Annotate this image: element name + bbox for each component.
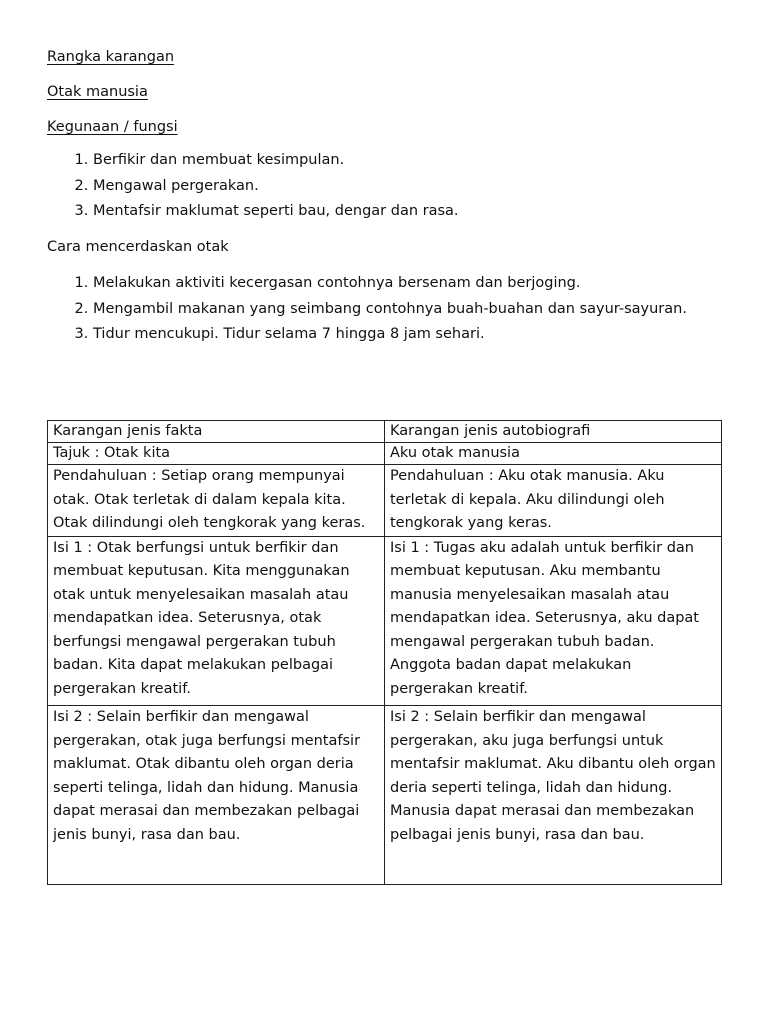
table-cell: Isi 2 : Selain berfikir dan mengawal pergerakan, otak juga berfungsi mentafsir maklumat. Otak dibantu oleh organ deria seperti telinga, lidah dan hidung. Manusia dapat merasai dan membezakan pelbagai jenis bunyi, rasa dan bau. [48,706,385,885]
comparison-table [47,420,722,885]
list-item: 3. Mentafsir maklumat seperti bau, dengar dan rasa. [93,199,743,225]
list-item: 1. Melakukan aktiviti kecergasan contohnya bersenam dan berjoging. [93,271,693,297]
table-row [48,421,722,443]
table-row [48,706,722,885]
table-cell: Karangan jenis fakta [48,421,385,443]
table-cell: Isi 1 : Otak berfungsi untuk berfikir dan membuat keputusan. Kita menggunakan otak untuk menyelesaikan masalah atau mendapatkan idea. Seterusnya, otak berfungsi mengawal pergerakan tubuh badan. Kita dapat melakukan pelbagai pergerakan kreatif. [48,536,385,706]
table-cell: Karangan jenis autobiografi [385,421,722,443]
table-cell: Tajuk : Otak kita [48,443,385,465]
heading-cara-mencerdaskan-otak: Cara mencerdaskan otak [47,239,229,255]
title-rangka-karangan: Rangka karangan [47,49,175,65]
title-otak-manusia: Otak manusia [47,84,148,100]
table-row [48,443,722,465]
list-item: 3. Tidur mencukupi. Tidur selama 7 hingga 8 jam sehari. [93,322,693,348]
table-cell: Pendahuluan : Setiap orang mempunyai otak. Otak terletak di dalam kepala kita. Otak dilindungi oleh tengkorak yang keras. [48,465,385,537]
kegunaan-list [47,148,743,225]
heading-kegunaan-fungsi: Kegunaan / fungsi [47,119,178,135]
table-cell: Pendahuluan : Aku otak manusia. Aku terletak di kepala. Aku dilindungi oleh tengkorak yang keras. [385,465,722,537]
cara-list [47,271,693,348]
table-cell: Aku otak manusia [385,443,722,465]
table-row [48,465,722,537]
table-cell: Isi 2 : Selain berfikir dan mengawal pergerakan, aku juga berfungsi untuk mentafsir maklumat. Aku dibantu oleh organ deria seperti telinga, lidah dan hidung. Manusia dapat merasai dan membezakan pelbagai jenis bunyi, rasa dan bau. [385,706,722,885]
table-row [48,536,722,706]
list-item: 2. Mengawal pergerakan. [93,174,743,200]
list-item: 2. Mengambil makanan yang seimbang contohnya buah-buahan dan sayur-sayuran. [93,297,693,323]
table-cell: Isi 1 : Tugas aku adalah untuk berfikir dan membuat keputusan. Aku membantu manusia menyelesaikan masalah atau mendapatkan idea. Seterusnya, aku dapat mengawal pergerakan tubuh badan. Anggota badan dapat melakukan pergerakan kreatif. [385,536,722,706]
list-item: 1. Berfikir dan membuat kesimpulan. [93,148,743,174]
